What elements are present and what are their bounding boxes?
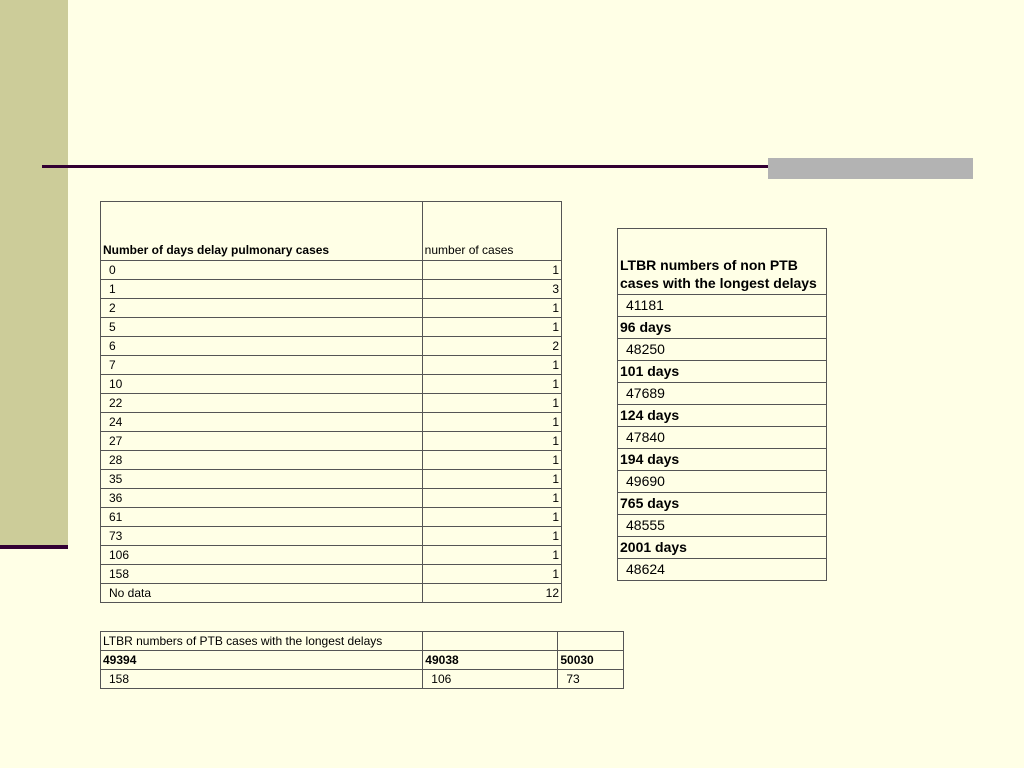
- table-row: [101, 299, 562, 318]
- table-row: [101, 565, 562, 584]
- cases-cell: 1: [422, 508, 561, 527]
- decorative-side-bar: [0, 0, 68, 545]
- cases-cell: 1: [422, 261, 561, 280]
- days-cell: 10: [101, 375, 423, 394]
- cases-cell: 12: [422, 584, 561, 603]
- empty-cell: [558, 632, 624, 651]
- table-row: [618, 317, 827, 339]
- days-cell: 0: [101, 261, 423, 280]
- days-cell: 36: [101, 489, 423, 508]
- cases-cell: 2: [422, 337, 561, 356]
- days-cell: No data: [101, 584, 423, 603]
- table-row: [101, 432, 562, 451]
- non-ptb-longest-delays-table: [617, 228, 827, 581]
- header-number-of-cases: number of cases: [422, 202, 561, 261]
- ptb-ids-row: [101, 651, 624, 670]
- cases-cell: 1: [422, 375, 561, 394]
- table-row: [101, 489, 562, 508]
- days-cell: 61: [101, 508, 423, 527]
- cases-cell: 1: [422, 489, 561, 508]
- table-row: [618, 339, 827, 361]
- table-row: [618, 427, 827, 449]
- cases-cell: 1: [422, 318, 561, 337]
- table-row: [618, 295, 827, 317]
- cases-cell: 1: [422, 299, 561, 318]
- table-row: [618, 471, 827, 493]
- table-row: [618, 405, 827, 427]
- ltbr-number-cell: 48624: [618, 559, 827, 581]
- ptb-longest-delays-table: [100, 631, 624, 689]
- table-row: [101, 375, 562, 394]
- table-row: [101, 451, 562, 470]
- days-cell: 73: [101, 527, 423, 546]
- days-cell: 22: [101, 394, 423, 413]
- table-row: [101, 413, 562, 432]
- delay-days-cell: 194 days: [618, 449, 827, 471]
- table-row: [618, 559, 827, 581]
- table-row: [618, 383, 827, 405]
- table-row: [101, 356, 562, 375]
- delay-days-cell: 2001 days: [618, 537, 827, 559]
- side-bar-accent-line: [0, 545, 68, 549]
- days-cell: 106: [101, 546, 423, 565]
- table-row: [618, 493, 827, 515]
- cases-cell: 1: [422, 470, 561, 489]
- days-cell: 7: [101, 356, 423, 375]
- ltbr-number-cell: 49394: [101, 651, 423, 670]
- header-days-delay: Number of days delay pulmonary cases: [101, 202, 423, 261]
- table-row: [618, 449, 827, 471]
- cases-cell: 1: [422, 451, 561, 470]
- table-row: [101, 337, 562, 356]
- days-cell: 27: [101, 432, 423, 451]
- days-cell: 1: [101, 280, 423, 299]
- ltbr-number-cell: 41181: [618, 295, 827, 317]
- days-cell: 35: [101, 470, 423, 489]
- cases-cell: 1: [422, 527, 561, 546]
- days-cell: 6: [101, 337, 423, 356]
- ltbr-number-cell: 50030: [558, 651, 624, 670]
- ltbr-number-cell: 47840: [618, 427, 827, 449]
- cases-cell: 1: [422, 394, 561, 413]
- delay-days-cell: 158: [101, 670, 423, 689]
- table-row: [618, 537, 827, 559]
- empty-cell: [423, 632, 558, 651]
- table-row: [101, 394, 562, 413]
- days-cell: 5: [101, 318, 423, 337]
- table-row: [101, 527, 562, 546]
- delay-days-cell: 101 days: [618, 361, 827, 383]
- days-cell: 28: [101, 451, 423, 470]
- days-cell: 2: [101, 299, 423, 318]
- table-row: [101, 546, 562, 565]
- delay-days-cell: 124 days: [618, 405, 827, 427]
- cases-cell: 1: [422, 432, 561, 451]
- delay-days-cell: 73: [558, 670, 624, 689]
- non-ptb-header: LTBR numbers of non PTB cases with the longest delays: [618, 229, 827, 295]
- non-ptb-header-row: [618, 229, 827, 295]
- table-row: [618, 515, 827, 537]
- table-row: [101, 261, 562, 280]
- delay-days-cell: 106: [423, 670, 558, 689]
- ltbr-number-cell: 47689: [618, 383, 827, 405]
- cases-cell: 1: [422, 565, 561, 584]
- table-row: [101, 508, 562, 527]
- table-row: [101, 470, 562, 489]
- ltbr-number-cell: 48555: [618, 515, 827, 537]
- cases-cell: 3: [422, 280, 561, 299]
- ptb-header: LTBR numbers of PTB cases with the longest delays: [101, 632, 423, 651]
- cases-cell: 1: [422, 413, 561, 432]
- days-cell: 24: [101, 413, 423, 432]
- ptb-days-row: [101, 670, 624, 689]
- decorative-gray-block: [768, 158, 973, 179]
- days-cell: 158: [101, 565, 423, 584]
- ptb-header-row: [101, 632, 624, 651]
- table-row: [618, 361, 827, 383]
- ltbr-number-cell: 49690: [618, 471, 827, 493]
- cases-cell: 1: [422, 356, 561, 375]
- delay-days-table: [100, 201, 562, 603]
- ltbr-number-cell: 49038: [423, 651, 558, 670]
- table-row: [101, 280, 562, 299]
- delay-table-header-row: [101, 202, 562, 261]
- delay-days-cell: 765 days: [618, 493, 827, 515]
- ltbr-number-cell: 48250: [618, 339, 827, 361]
- table-row: [101, 318, 562, 337]
- table-row: [101, 584, 562, 603]
- cases-cell: 1: [422, 546, 561, 565]
- delay-days-cell: 96 days: [618, 317, 827, 339]
